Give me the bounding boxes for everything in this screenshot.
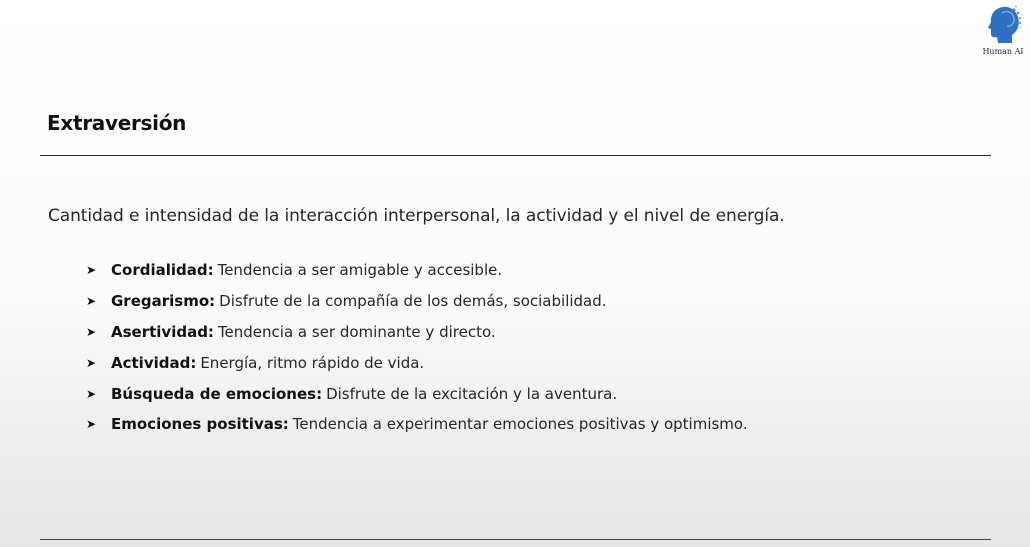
- human-ai-head-icon: [983, 4, 1023, 46]
- bullet-item: [86, 347, 748, 378]
- logo-text: Human AI: [982, 47, 1024, 56]
- bullet-term: Cordialidad:: [111, 261, 214, 280]
- logo: [978, 4, 1028, 58]
- bullet-term: Gregarismo:: [111, 292, 216, 311]
- bullet-description: Tendencia a experimentar emociones positivas y optimismo.: [292, 415, 748, 434]
- title-divider: [40, 155, 991, 156]
- bullet-description: Disfrute de la excitación y la aventura.: [326, 384, 618, 403]
- bullet-term: Actividad:: [111, 353, 197, 372]
- intro-text: Cantidad e intensidad de la interacción interpersonal, la actividad y el nivel de energía.: [48, 206, 785, 226]
- bullet-description: Tendencia a ser dominante y directo.: [217, 322, 496, 341]
- bullet-term: Búsqueda de emociones:: [111, 384, 323, 403]
- bullet-description: Tendencia a ser amigable y accesible.: [217, 261, 503, 280]
- arrowhead-bullet-icon: ➤: [86, 324, 97, 339]
- arrowhead-bullet-icon: ➤: [86, 355, 97, 370]
- bullet-description: Disfrute de la compañía de los demás, sociabilidad.: [219, 292, 607, 311]
- bullet-term: Emociones positivas:: [111, 415, 289, 434]
- bullet-item: [86, 409, 748, 440]
- bullet-item: [86, 286, 748, 317]
- arrowhead-bullet-icon: ➤: [86, 263, 97, 278]
- bullet-description: Energía, ritmo rápido de vida.: [200, 353, 425, 372]
- arrowhead-bullet-icon: ➤: [86, 417, 97, 432]
- arrowhead-bullet-icon: ➤: [86, 386, 97, 401]
- bullet-list: [86, 255, 748, 440]
- bullet-item: [86, 255, 748, 286]
- bullet-item: [86, 378, 748, 409]
- footer-divider: [40, 539, 991, 540]
- arrowhead-bullet-icon: ➤: [86, 294, 97, 309]
- bullet-item: [86, 317, 748, 348]
- bullet-term: Asertividad:: [111, 322, 214, 341]
- slide-title: Extraversión: [47, 111, 187, 135]
